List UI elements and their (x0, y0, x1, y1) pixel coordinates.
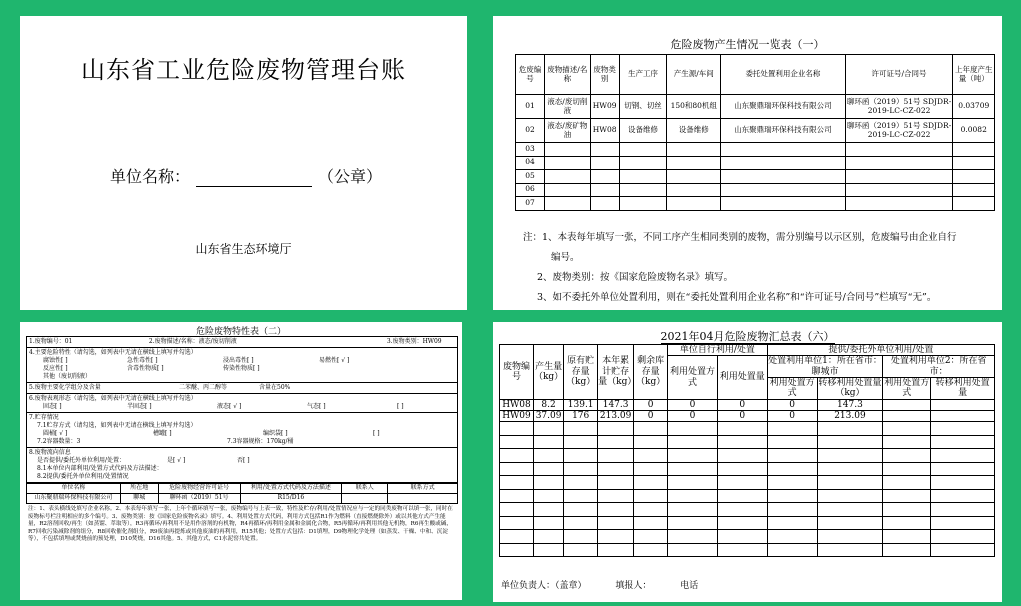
flow-title: 8.废物流向信息 (29, 449, 71, 456)
table-row (516, 95, 995, 119)
col-header: 利用/处置方式代码及方法描述 (240, 484, 342, 494)
cell: HW09 (590, 95, 619, 119)
table-row (516, 119, 995, 143)
col-header: 联系人 (342, 484, 388, 494)
external-units-table (26, 483, 458, 504)
storage-option: 编织袋[ ] (263, 430, 288, 437)
col-header: 联系方式 (388, 484, 458, 494)
flow-section (27, 448, 457, 483)
characteristics-note: 注：1、表头横线处填写企业名称。2、本表每年填写一张，上年个循环填写一张，废物编号与上表一致，特性及贮存/利用/处置情况应与一定的同类废物可以填一张，同时在废物标号栏注明相应的多个编号。3、废物类别：按《国家危险废物名录》填写。4、利用处置方式代码，利用方式包括R1作为燃料（直接燃烧除外）或以其他方式产生能量，R2溶剂回收/再生（如蒸馏、萃取等），R3再循环/再利用不是用作溶剂的有机物，R4再循环/再利用金属和金属化合物，R5再循环/再利用其他无机物，R6再生酸或碱，R7回收污染减除剂的组分，R8回收催化剂组分，R9废油再提炼或其他废油的再利用，R15其他；处置方式包括：D1填埋，D9物理化学处理（如蒸发、干燥、中和、沉淀等），不包括填埋或焚烧前的预处理，D10焚烧，D16其他。5、其他方式，C1水泥窑共处置。 (28, 506, 453, 542)
cell: 0 (668, 399, 718, 410)
characteristics-page (20, 322, 462, 600)
form-option: [ ] (397, 403, 404, 410)
col-header: 原有贮存量（kg） (564, 345, 598, 400)
cell: HW08 (500, 399, 534, 410)
cell: 山东聚鼎瑞环保科技有限公司 (721, 119, 845, 143)
cell: 03 (516, 143, 545, 157)
table-row (516, 197, 995, 211)
cell: 147.3 (817, 399, 883, 410)
overview-title: 危险废物产生情况一览表（一） (670, 38, 825, 51)
footer-phone: 电话 (680, 581, 699, 591)
cell: 液态/废切削液 (545, 95, 591, 119)
summary-table (499, 344, 995, 557)
col-header: 危险废物经营许可证号 (158, 484, 240, 494)
flow-external: 8.2提供/委托外单位利用/处置情况 (37, 473, 129, 480)
cell: 139.1 (564, 399, 598, 410)
summary-footer (501, 578, 724, 591)
form-option: 液态[ √ ] (217, 403, 242, 410)
storage-option: 圆桶[ √ ] (43, 430, 68, 437)
col-header: 转移利用处置量 (931, 378, 995, 400)
cell (931, 399, 995, 410)
unit-name-line (110, 164, 382, 187)
flow-question: 是否提供/委托外单位利用/处置： (37, 457, 126, 464)
cell (342, 494, 388, 504)
col-header: 处置利用单位1：所在省市：聊城市 (768, 356, 882, 377)
cell: 山东聚鼎瑞环保科技有限公司 (721, 95, 845, 119)
cell: 山东聚鼎瑞环保科技有限公司 (27, 494, 121, 504)
col-header: 处置利用单位2：所在省市： (883, 356, 995, 378)
basic-info-row (27, 337, 457, 348)
table-row (500, 411, 995, 422)
flow-yes: 是[ √ ] (167, 457, 186, 464)
cell: 0 (634, 399, 668, 410)
cell: 07 (516, 197, 545, 211)
storage-option: [ ] (373, 430, 380, 437)
cell: 01 (516, 95, 545, 119)
col-header: 转移利用处置量（kg） (818, 378, 882, 399)
col-header: 单位名称 (27, 484, 121, 494)
table-row (516, 170, 995, 184)
storage-title: 7.贮存情况 (29, 414, 59, 421)
summary-page (493, 322, 1002, 602)
cell: 02 (516, 119, 545, 143)
cover-page (20, 16, 467, 310)
cell: 150和80机组 (667, 95, 721, 119)
col-header: 上年度产生量（吨） (953, 55, 995, 95)
table-row (516, 143, 995, 157)
form-section (27, 394, 457, 413)
col-group-header: 单位自行利用/处置 (668, 345, 768, 356)
hazard-option: 传染性物质[ ] (223, 365, 260, 372)
cell: 聊环函（2019）51号 (158, 494, 240, 504)
hazard-option: 浸出毒性[ ] (223, 357, 254, 364)
col-header: 利用处置方式 (668, 356, 718, 399)
cell: 0 (668, 411, 718, 422)
seal-label: （公章） (318, 167, 383, 186)
col-header: 委托处置利用企业名称 (721, 55, 845, 95)
composition-label: 5.废物主要化学组分及含量 (29, 384, 101, 391)
overview-table (515, 54, 995, 211)
col-header: 废物描述/名称 (545, 55, 591, 95)
cell (883, 411, 931, 422)
col-header: 本年累计贮存量（kg） (598, 345, 634, 400)
hazard-option: 腐蚀性[ ] (43, 357, 68, 364)
storage-section (27, 413, 457, 448)
note-line: 编号。 (551, 252, 580, 263)
table-row (516, 183, 995, 197)
cell: 04 (516, 156, 545, 170)
cell: 176 (564, 411, 598, 422)
cell: 213.09 (817, 411, 883, 422)
composition-content: 含量在50% (259, 384, 291, 391)
col-header: 剩余库存量（kg） (634, 345, 668, 400)
cell (931, 411, 995, 422)
cell: 聊环函（2019）51号 SDJDR-2019-LC-CZ-022 (845, 119, 953, 143)
hazard-option: 反应性[ ] (43, 365, 68, 372)
cell: 设备维修 (667, 119, 721, 143)
cell: 0 (767, 411, 817, 422)
cell (388, 494, 458, 504)
overview-notes (523, 228, 993, 308)
cell: 聊环函（2019）51号 SDJDR-2019-LC-CZ-022 (845, 95, 953, 119)
composition-row (27, 383, 457, 394)
cell: 37.09 (533, 411, 563, 422)
hazard-option: 易燃性[ √ ] (319, 357, 350, 364)
department-name: 山东省生态环境厅 (195, 242, 292, 256)
characteristics-title: 危险废物特性表（二） (195, 327, 286, 337)
cell: R15/D16 (240, 494, 342, 504)
table-row (27, 494, 458, 504)
cell: 0 (767, 399, 817, 410)
col-header: 利用处置量 (717, 356, 767, 399)
cell: 聊城 (120, 494, 158, 504)
col-header: 生产工序 (619, 55, 667, 95)
summary-title-text: 2021年04月危险废物汇总表（六） (660, 330, 835, 343)
storage-sub: 7.1贮存方式（请勾选，如列表中无请在横线上填写并勾选） (37, 422, 197, 429)
container-spec: 7.3容器规格：170kg/桶 (227, 438, 294, 445)
cell: 设备维修 (619, 119, 667, 143)
note-line: 注：1、本表每年填写一张，不同工序产生相同类别的废物，需分别编号以示区别，危废编号由企业自行 (523, 232, 957, 243)
hazard-option: 含毒性物质[ ] (127, 365, 164, 372)
container-count: 7.2容器数量：3 (37, 438, 81, 445)
col-header: 产生源/车间 (667, 55, 721, 95)
form-title: 6.废物表观形态（请勾选，如列表中无请在横线上填写并勾选） (29, 395, 197, 402)
cell: 0 (634, 411, 668, 422)
cell: 液态/废矿物油 (545, 119, 591, 143)
hazard-option: 急性毒性[ ] (127, 357, 158, 364)
storage-option: 槽罐[ ] (153, 430, 172, 437)
unit-name-blank (196, 173, 312, 187)
note-line: 2、废物类别：按《国家危险废物名录》填写。 (537, 272, 734, 283)
waste-description: 2.废物描述/名称：液态/废切削液 (148, 338, 237, 345)
note-line: 3、如不委托外单位处置利用，则在“委托处置利用企业名称”和“许可证号/合同号”栏填写“无”。 (537, 292, 937, 303)
cell: 0 (717, 399, 767, 410)
cell: 0.0082 (953, 119, 995, 143)
form-option: 固态[ ] (43, 403, 62, 410)
unit-name-label: 单位名称： (110, 167, 191, 186)
footer-filler: 填报人： (615, 581, 652, 591)
hazard-title: 4.主要危险特性（请勾选，如列表中无请在横线上填写并勾选） (29, 349, 197, 356)
cell: 213.09 (598, 411, 634, 422)
flow-no: 否[ ] (237, 457, 250, 464)
composition-value: 二苯醚、丙二醇等 (179, 384, 228, 391)
cell: 06 (516, 183, 545, 197)
waste-code: 1.废物编号：01 (29, 338, 73, 345)
col-header: 所在地 (120, 484, 158, 494)
cell: 8.2 (533, 399, 563, 410)
col-header: 废物类别 (590, 55, 619, 95)
form-option: 半固态[ ] (127, 403, 152, 410)
col-header: 废物编号 (500, 345, 534, 400)
col-header: 产生量（kg） (533, 345, 563, 400)
col-header: 许可证号/合同号 (845, 55, 953, 95)
flow-internal: 8.1本单位内部利用/处置方式代码及方法描述： (37, 465, 163, 472)
overview-page (493, 16, 1002, 310)
table-row (516, 156, 995, 170)
cell: 切钢、切丝 (619, 95, 667, 119)
hazard-other: 其他（废切削液） (43, 373, 92, 380)
waste-category: 3.废物类别：HW09 (386, 338, 442, 345)
cover-title: 山东省工业危险废物管理台账 (81, 56, 406, 84)
cell: 0.03709 (953, 95, 995, 119)
col-header: 利用处置方式 (767, 378, 817, 400)
form-option: 气态[ ] (307, 403, 326, 410)
cell: 0 (717, 411, 767, 422)
col-group-header: 提供/委托外单位利用/处置 (767, 345, 994, 356)
col-header: 利用处置方式 (884, 378, 930, 399)
cell: 05 (516, 170, 545, 184)
cell: HW08 (590, 119, 619, 143)
col-header: 危废编号 (516, 55, 545, 95)
cell: 147.3 (598, 399, 634, 410)
cell (883, 399, 931, 410)
cell: HW09 (500, 411, 534, 422)
footer-responsible: 单位负责人：（盖章） (501, 581, 587, 591)
summary-title (493, 328, 1002, 344)
hazard-section (27, 348, 457, 383)
table-row (500, 399, 995, 410)
